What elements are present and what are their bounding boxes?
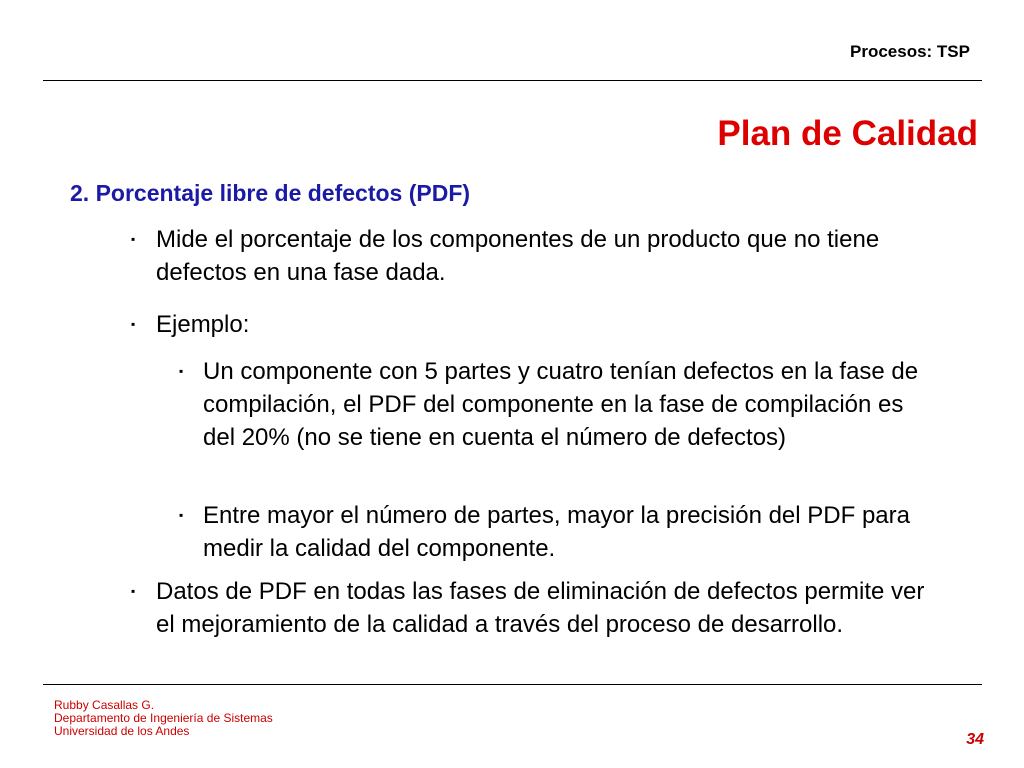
bullet-item bbox=[131, 575, 926, 641]
top-divider bbox=[43, 80, 982, 81]
slide-title: Plan de Calidad bbox=[717, 114, 978, 153]
bullet-text: Un componente con 5 partes y cuatro tenían defectos en la fase de compilación, el PDF del componente en la fase de compilación es del 20% (no se tiene en cuenta el número de defectos) bbox=[203, 358, 919, 451]
bottom-divider bbox=[43, 684, 982, 685]
sub-bullet-item bbox=[179, 355, 923, 454]
sub-bullet-item bbox=[179, 499, 923, 565]
bullet-item bbox=[131, 223, 926, 289]
bullet-text: Entre mayor el número de partes, mayor la precisión del PDF para medir la calidad del componente. bbox=[203, 502, 910, 562]
bullet-marker-icon: ▪ bbox=[179, 364, 184, 378]
bullet-marker-icon: ▪ bbox=[131, 232, 136, 246]
bullet-marker-icon: ▪ bbox=[131, 317, 136, 331]
section-subheading: 2. Porcentaje libre de defectos (PDF) bbox=[70, 180, 471, 206]
footer-university: Universidad de los Andes bbox=[54, 724, 190, 738]
header-label: Procesos: TSP bbox=[850, 42, 970, 61]
footer-author: Rubby Casallas G. bbox=[54, 698, 155, 712]
footer-department: Departamento de Ingeniería de Sistemas bbox=[54, 711, 273, 725]
bullet-text: Ejemplo: bbox=[156, 311, 250, 338]
bullet-item bbox=[131, 308, 926, 341]
bullet-text: Mide el porcentaje de los componentes de un producto que no tiene defectos en una fase dada. bbox=[156, 226, 880, 286]
bullet-marker-icon: ▪ bbox=[131, 584, 136, 598]
bullet-marker-icon: ▪ bbox=[179, 508, 184, 522]
footer-credits bbox=[54, 699, 273, 738]
bullet-text: Datos de PDF en todas las fases de eliminación de defectos permite ver el mejoramiento de la calidad a través del proceso de desarrollo. bbox=[156, 578, 925, 638]
page-number: 34 bbox=[966, 731, 984, 748]
